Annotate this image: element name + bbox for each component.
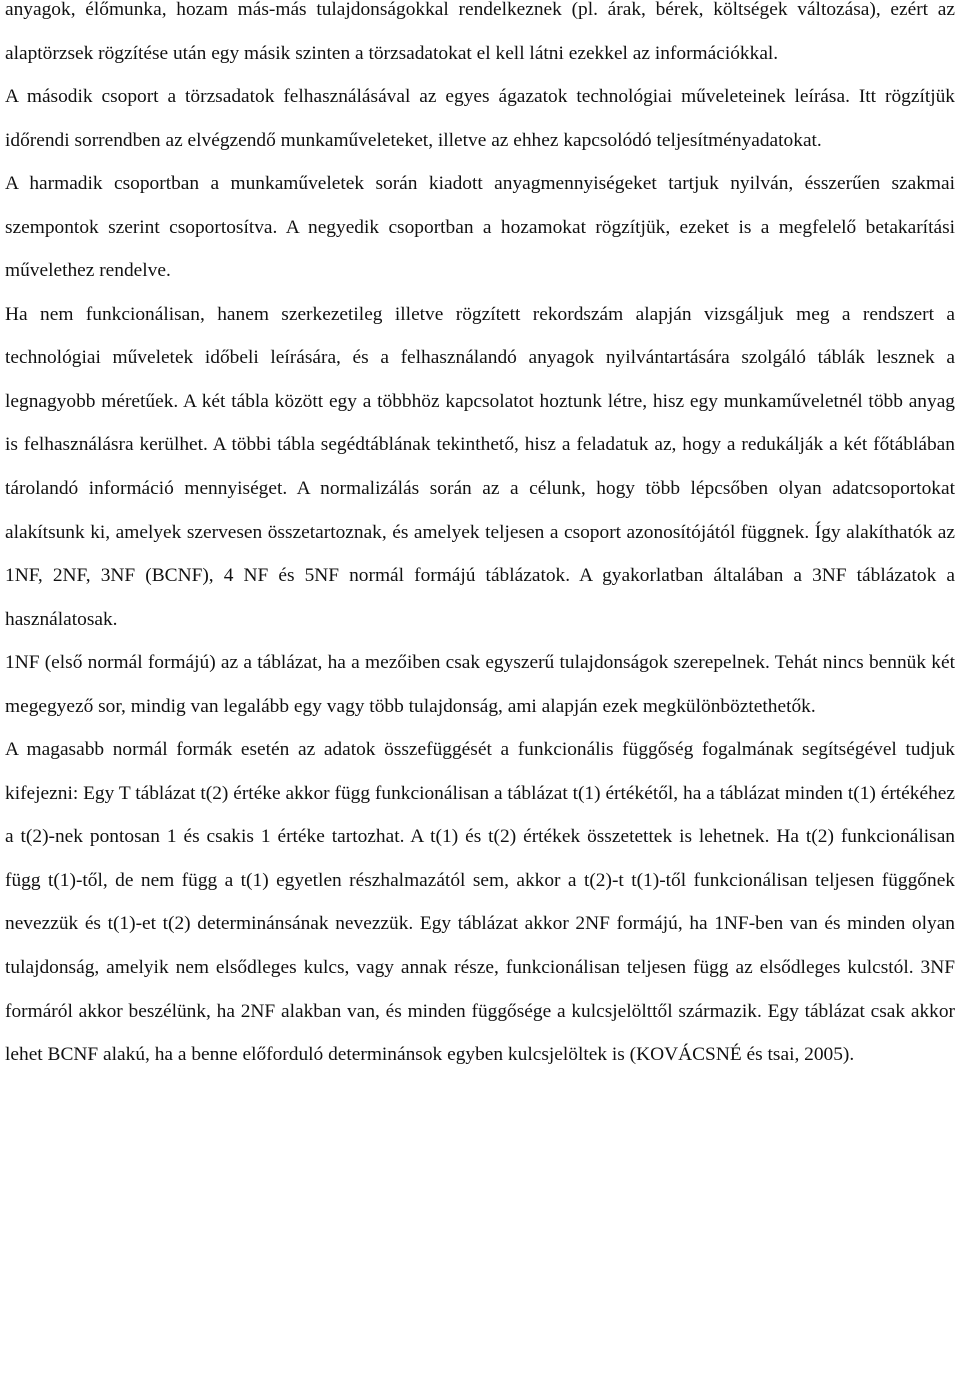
paragraph: A magasabb normál formák esetén az adatok összefüggését a funkcionális függőség fogalmának segítségével tudjuk kifejezni: Egy T táblázat t(2) értéke akkor függ funkcionálisan a táblázat t(1) értékétől, ha a táblázat minden t(1) értékéhez a t(2)-nek pontosan 1 és csakis 1 értéke tartozhat. A t(1) és t(2) értékek összetettek is lehetnek. Ha t(2) funkcionálisan függ t(1)-től, de nem függ a t(1) egyetlen részhalmazától sem, akkor a t(2)-t t(1)-től funkcionálisan teljesen függőnek nevezzük és t(1)-et t(2) determinánsának nevezzük. Egy táblázat akkor 2NF formájú, ha 1NF-ben van és minden olyan tulajdonság, amelyik nem elsődleges kulcs, vagy annak része, funkcionálisan teljesen függ az elsődleges kulcstól. 3NF formáról akkor beszélünk, ha 2NF alakban van, és minden függősége a kulcsjelölttől származik. Egy táblázat csak akkor lehet BCNF alakú, ha a benne előforduló determinánsok egyben kulcsjelöltek is (KOVÁCSNÉ és tsai, 2005). <box>5 739 955 1066</box>
paragraph: A harmadik csoportban a munkaműveletek során kiadott anyagmennyiségeket tartjuk nyilván, ésszerűen szakmai szempontok szerint csoportosítva. A negyedik csoportban a hozamokat rögzítjük, ezeket is a megfelelő betakarítási művelethez rendelve. <box>5 173 955 282</box>
paragraph: A második csoport a törzsadatok felhasználásával az egyes ágazatok technológiai műveleteinek leírása. Itt rögzítjük időrendi sorrendben az elvégzendő munkaműveleteket, illetve az ehhez kapcsolódó teljesítményadatokat. <box>5 86 955 151</box>
paragraph: anyagok, élőmunka, hozam más-más tulajdonságokkal rendelkeznek (pl. árak, bérek, költségek változása), ezért az alaptörzsek rögzítése után egy másik szinten a törzsadatokat el kell látni ezekkel az információkkal. <box>5 0 955 64</box>
paragraph: 1NF (első normál formájú) az a táblázat, ha a mezőiben csak egyszerű tulajdonságok szerepelnek. Tehát nincs bennük két megegyező sor, mindig van legalább egy vagy több tulajdonság, ami alapján ezek megkülönböztethetők. <box>5 652 955 717</box>
paragraph: Ha nem funkcionálisan, hanem szerkezetileg illetve rögzített rekordszám alapján vizsgáljuk meg a rendszert a technológiai műveletek időbeli leírására, és a felhasználandó anyagok nyilvántartására szolgáló táblák lesznek a legnagyobb méretűek. A két tábla között egy a többhöz kapcsolatot hoztunk létre, hisz egy munkaműveletnél több anyag is felhasználásra kerülhet. A többi tábla segédtáblának tekinthető, hisz a feladatuk az, hogy a redukálják a két főtáblában tárolandó információ mennyiséget. A normalizálás során az a célunk, hogy több lépcsőben olyan adatcsoportokat alakítsunk ki, amelyek szervesen összetartoznak, és amelyek teljesen a csoport azonosítójától függnek. Így alakíthatók az 1NF, 2NF, 3NF (BCNF), 4 NF és 5NF normál formájú táblázatok. A gyakorlatban általában a 3NF táblázatok a használatosak. <box>5 303 955 630</box>
document-page <box>5 0 955 1077</box>
